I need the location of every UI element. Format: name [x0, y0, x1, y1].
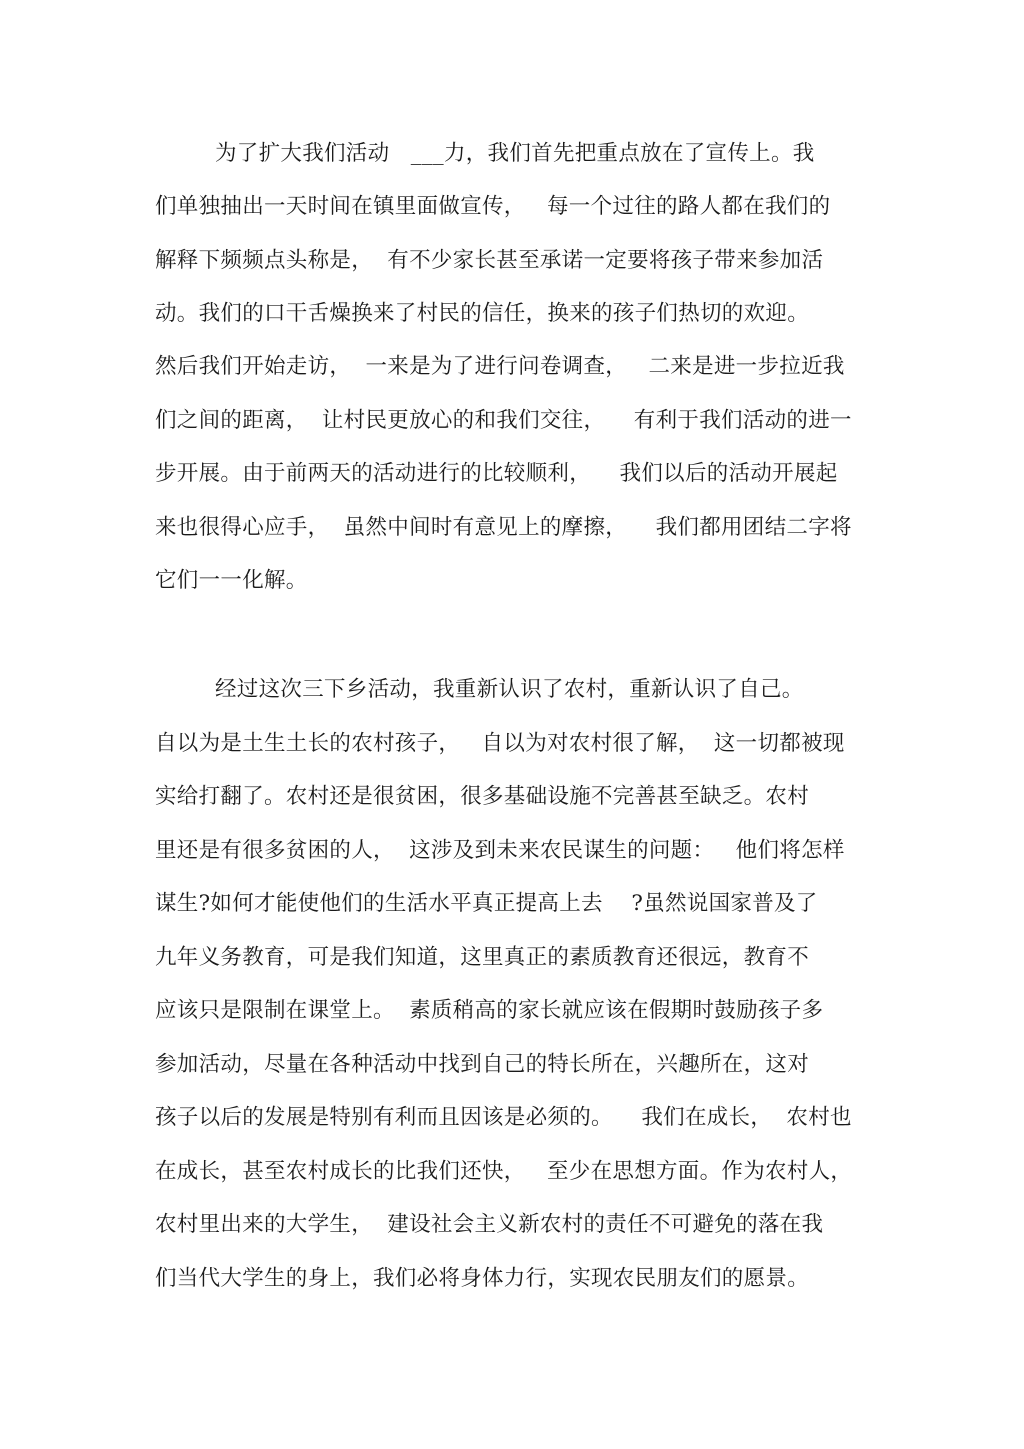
paragraph-line: 们当代大学生的身上，我们必将身体力行，实现农民朋友们的愿景。 [155, 1266, 810, 1291]
paragraph-line: 里还是有很多贫困的人， 这涉及到未来农民谋生的问题： 他们将怎样 [155, 838, 845, 863]
paragraph-line: 实给打翻了。农村还是很贫困，很多基础设施不完善甚至缺乏。农村 [155, 784, 810, 809]
paragraph-line: 孩子以后的发展是特别有利而且因该是必须的。 我们在成长， 农村也 [155, 1105, 852, 1130]
paragraph-line: 应该只是限制在课堂上。 素质稍高的家长就应该在假期时鼓励孩子多 [155, 998, 824, 1023]
paragraph-line: 在成长，甚至农村成长的比我们还快， 至少在思想方面。作为农村人， [155, 1159, 853, 1184]
paragraph-line: 经过这次三下乡活动，我重新认识了农村，重新认识了自己。 [215, 677, 804, 702]
paragraph-line: 谋生?如何才能使他们的生活水平真正提高上去 ?虽然说国家普及了 [155, 891, 818, 916]
paragraph-line: 来也很得心应手， 虽然中间时有意见上的摩擦， 我们都用团结二字将 [155, 515, 852, 540]
paragraph-line: 们单独抽出一天时间在镇里面做宣传， 每一个过往的路人都在我们的 [155, 194, 831, 219]
paragraph-line: 九年义务教育，可是我们知道，这里真正的素质教育还很远，教育不 [155, 945, 810, 970]
paragraph-line: 农村里出来的大学生， 建设社会主义新农村的责任不可避免的落在我 [155, 1212, 824, 1237]
paragraph-line: 为了扩大我们活动 ___力，我们首先把重点放在了宣传上。我 [215, 141, 815, 166]
paragraph-line: 然后我们开始走访， 一来是为了进行问卷调查， 二来是进一步拉近我 [155, 354, 845, 379]
paragraph-line: 参加活动，尽量在各种活动中找到自己的特长所在，兴趣所在，这对 [155, 1052, 810, 1077]
paragraph-line: 解释下频频点头称是， 有不少家长甚至承诺一定要将孩子带来参加活 [155, 248, 824, 273]
paragraph-line: 动。我们的口干舌燥换来了村民的信任，换来的孩子们热切的欢迎。 [155, 301, 810, 326]
paragraph-line: 步开展。由于前两天的活动进行的比较顺利， 我们以后的活动开展起 [155, 461, 838, 486]
paragraph-line: 们之间的距离， 让村民更放心的和我们交往， 有利于我们活动的进一 [155, 408, 852, 433]
paragraph-line: 它们一一化解。 [155, 568, 308, 593]
paragraph-line: 自以为是土生土长的农村孩子， 自以为对农村很了解， 这一切都被现 [155, 731, 845, 756]
